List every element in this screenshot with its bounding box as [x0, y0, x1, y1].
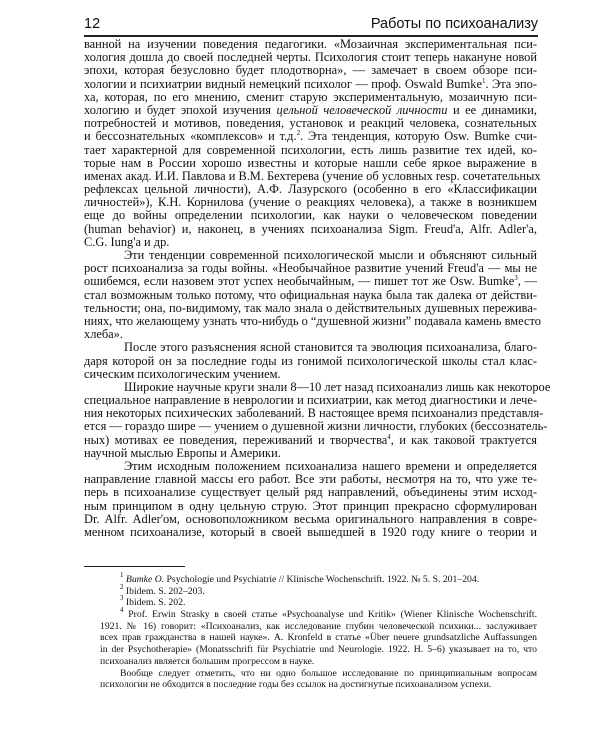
text-line: тает характерной для современной психологии, есть лишь развитие тех идей, ко- — [84, 142, 537, 157]
main-text — [84, 37, 551, 539]
footnote — [100, 594, 537, 609]
text-line — [100, 571, 537, 586]
text-line: Dr. Alfr. Adler'ом, основоположником весьма оригинального направления в совре- — [84, 511, 537, 526]
footnote-marker: 1 — [120, 571, 124, 579]
text-line: сическим психологическим учением. — [84, 366, 281, 381]
text-line: хология дошла до своей последней черты. Психология стоит теперь накануне новой — [84, 50, 537, 65]
text-segment: Ibidem. S. 202–203. — [123, 585, 205, 597]
text-line — [100, 606, 537, 621]
text-segment: и ее динамики, — [447, 102, 537, 117]
text-line: Эти тенденции современной психологической мысли и объясняют сильный — [124, 248, 537, 262]
text-segment: ных) мотивах ее поведения, переживаний и творчества — [84, 432, 388, 447]
footnote — [100, 668, 537, 691]
text-line: психоанализ является большим прогрессом в науке. — [100, 655, 315, 667]
text-line: торые нам в России хорошо известны и которые нашли себе яркое выражение в — [84, 155, 537, 170]
text-segment: , и как таковой трактуется — [390, 432, 537, 447]
text-line — [84, 130, 537, 143]
footnote — [100, 582, 537, 598]
text-segment: ошибемся, если назовем этот успех необычайным, — пишет тот же Osw. Bumke — [84, 274, 515, 289]
footnote-marker: 2 — [296, 129, 301, 138]
text-line: именах акад. И.И. Павлова и В.М. Бехтерева (учение об условных resp. сочетательных — [84, 168, 541, 183]
text-line — [100, 582, 537, 598]
text-line: C.G. Iung'a и др. — [84, 234, 170, 249]
text-line: еще до войны определении психологии, как науки о человеческом поведении — [84, 208, 537, 223]
page-number: 12 — [84, 16, 101, 32]
text-line: рост психоанализа за годы войны. «Необычайное развитие учений Freud'a — мы не — [84, 261, 537, 276]
footnote-marker: 4 — [120, 606, 124, 615]
footnote-marker: 3 — [120, 594, 124, 603]
text-line: Вообще следует отметить, что ни одно большое исследование по принципиальным вопросам — [120, 667, 537, 679]
paragraph — [84, 248, 541, 342]
italic-text: Bumke O. — [125, 574, 165, 585]
text-segment: и бессознательных «комплексов» и т.д. — [84, 129, 297, 144]
footnote-marker: 4 — [387, 432, 391, 441]
italic-text: цельной человеческой личности — [276, 102, 448, 117]
text-line: всех прав гражданства в нашей науке». A. Kronfeld в статье «Über neuere grundsatzliche Auffassungen — [100, 632, 537, 644]
footnote — [100, 571, 537, 586]
text-line: Этим исходным положением психоанализа нашего времени и определяется — [124, 459, 537, 473]
text-line: тельности; она, по-видимому, так мало знала о действительных душевных пережива- — [84, 300, 537, 315]
text-line: стал возможным только потому, что официальная наука была так далека от действи- — [84, 287, 537, 302]
text-line — [100, 594, 537, 609]
paragraph — [84, 37, 541, 249]
footnotes — [100, 571, 537, 691]
text-line: ным принципом в одну цельную струю. Этот принцип прекрасно сформулирован — [84, 498, 537, 513]
text-segment: хологии и психиатрии видный немецкий психолог — проф. Oswald Bumke — [84, 76, 482, 91]
text-line — [84, 78, 537, 91]
text-segment: Ibidem. S. 202. — [123, 597, 186, 609]
text-line: менном психоанализе, который в своей вышедшей в 1920 году книге о теории и — [84, 524, 537, 539]
text-line: in der Psychotherapie» (Monatsschrift für Psychiatrie und Neurologie. 1922. H. 5–6) указывает на то, что — [100, 644, 537, 656]
text-segment: Prof. Erwin Strasky в своей статье «Psychoanalyse und Kritik» (Wiener Klinische Wochenschrift. — [123, 609, 537, 621]
text-line: психологии не обходится в последние годы без ссылок на достигнутые психоанализом успехи. — [100, 679, 492, 691]
text-line: ниях, что желающему узнать что-нибудь о “душевной жизни” подавала камень вместо — [84, 313, 541, 328]
text-line: (human behavior) и, наконец, в учениях психоанализа Sigm. Freud'a, Alfr. Adler'a, — [84, 221, 537, 236]
text-segment: . Эта тенденция, которую Osw. Bumke счи- — [300, 129, 537, 144]
text-line: ха, которая, по его мнению, сменит старую экспериментальную, мозаичную пси- — [84, 89, 537, 104]
text-line: потребностей и мотивов, поведения, установок и реакций человека, сознательных — [84, 116, 537, 131]
text-line: направление главной массы его работ. Все эти работы, несмотря на то, что уже те- — [84, 472, 537, 487]
text-line: рефлексах цельной личности), А.Ф. Лазурского (особенно в его «Классификации — [84, 182, 537, 197]
footnote — [100, 606, 537, 667]
text-line: После этого разъяснения ясной становится та эволюция психоанализа, благо- — [124, 340, 537, 355]
text-line: ванной на изучении поведения педагогики. «Мозаичная экспериментальная пси- — [84, 37, 537, 51]
text-line: личностей»), К.Н. Корнилова (учение о реакциях человека), а также в возникшем — [84, 195, 537, 210]
text-line: эпохи, которая безусловно будет плодотворна», — замечает в своем обзоре пси- — [84, 63, 537, 78]
paragraph — [84, 341, 537, 381]
running-header — [84, 16, 538, 34]
text-line — [84, 275, 537, 288]
footnote-marker: 2 — [120, 582, 124, 591]
text-line: хлеба». — [84, 327, 123, 342]
text-line — [84, 434, 537, 447]
text-line: ется — гораздо шире — учением о душевной жизни личности, глубоких (бессознатель- — [84, 419, 548, 434]
text-line: Широкие научные круги знали 8—10 лет назад психоанализ лишь как некоторое — [124, 379, 551, 394]
text-segment: . Эта эпо- — [485, 76, 538, 91]
footnote-rule — [84, 566, 185, 567]
paragraph — [84, 460, 537, 539]
text-segment: , — — [517, 274, 537, 289]
text-line: перь в психоанализе существует целый ряд направлений, объединены этим исход- — [84, 485, 537, 500]
paragraph — [84, 379, 551, 460]
text-line: даря которой он за последние годы из гонимой психологической школы стал клас- — [84, 353, 537, 368]
footnote-marker: 1 — [481, 76, 486, 85]
text-line: ния некоторых психических заболеваний. В настоящее время психоанализ представля- — [84, 406, 544, 421]
text-segment: Psychologie und Psychiatrie // Klinische Wochenschrift. 1922. № 5. S. 201–204. — [164, 574, 480, 585]
text-line: 1921. № 16) говорит: «Психоанализ, как исследование глубин человеческой психики... заслуживает — [100, 620, 537, 632]
text-line: специальное направление в неврологии и психиатрии, как метод диагностики и лече- — [84, 393, 537, 408]
text-line: научной мыслью Европы и Америки. — [84, 445, 281, 460]
text-segment: хологию и будет эпохой изучения — [84, 102, 277, 117]
footnote-marker: 3 — [514, 274, 518, 283]
running-title: Работы по психоанализу — [370, 16, 538, 32]
